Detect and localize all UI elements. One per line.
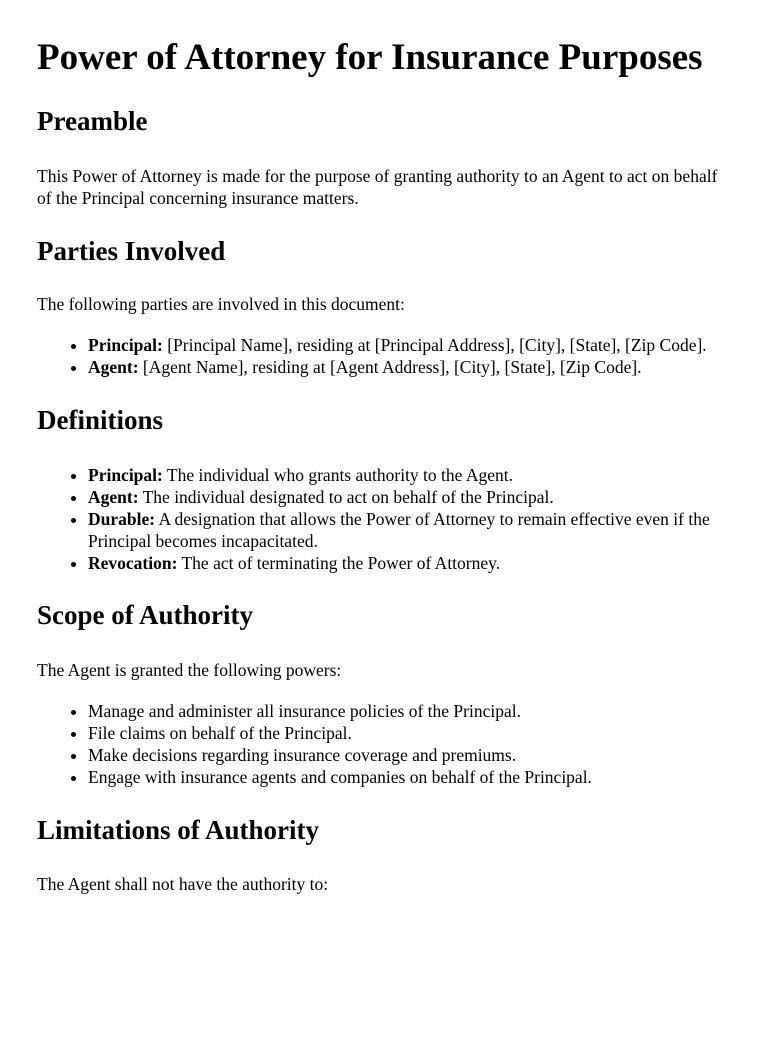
limitations-heading: Limitations of Authority [37, 815, 320, 845]
party-item-agent [88, 356, 734, 378]
party-description: [Agent Name], residing at [Agent Address], [City], [State], [Zip Code]. [138, 357, 642, 377]
preamble-text: This Power of Attorney is made for the purpose of granting authority to an Agent to act on behalf of the Principal concerning insurance matters. [37, 166, 718, 208]
definition-text: The individual designated to act on behalf of the Principal. [138, 487, 554, 507]
definition-term: Revocation: [88, 553, 178, 573]
limitations-intro: The Agent shall not have the authority to: [37, 874, 329, 894]
scope-item: • File claims on behalf of the Principal. [88, 722, 734, 744]
scope-list [37, 700, 734, 788]
document-page [0, 35, 770, 895]
scope-intro: The Agent is granted the following powers: [37, 660, 342, 680]
document-title: Power of Attorney for Insurance Purposes [37, 37, 703, 78]
definition-item-agent [88, 486, 734, 508]
definition-text: A designation that allows the Power of Attorney to remain effective even if the Principal becomes incapacitated. [88, 509, 710, 551]
scope-item: • Engage with insurance agents and companies on behalf of the Principal. [88, 766, 734, 788]
party-term: Agent: [88, 357, 139, 377]
definition-term: Principal: [88, 465, 163, 485]
parties-intro: The following parties are involved in this document: [37, 294, 405, 314]
definition-item-durable [88, 508, 734, 552]
definition-text: The act of terminating the Power of Attorney. [177, 553, 501, 573]
preamble-heading: Preamble [37, 106, 148, 136]
party-term: Principal: [88, 335, 163, 355]
parties-heading: Parties Involved [37, 236, 226, 266]
scope-item: • Manage and administer all insurance policies of the Principal. [88, 700, 734, 722]
definitions-list [37, 464, 734, 574]
definition-text: The individual who grants authority to the Agent. [162, 465, 513, 485]
definition-term: Durable: [88, 509, 156, 529]
parties-list [37, 334, 734, 378]
scope-heading: Scope of Authority [37, 600, 253, 630]
definition-term: Agent: [88, 487, 139, 507]
definitions-heading: Definitions [37, 405, 164, 435]
scope-item: • Make decisions regarding insurance coverage and premiums. [88, 744, 734, 766]
definition-item-principal [88, 464, 734, 486]
definition-item-revocation [88, 552, 734, 574]
party-description: [Principal Name], residing at [Principal Address], [City], [State], [Zip Code]. [162, 335, 707, 355]
party-item-principal [88, 334, 734, 356]
